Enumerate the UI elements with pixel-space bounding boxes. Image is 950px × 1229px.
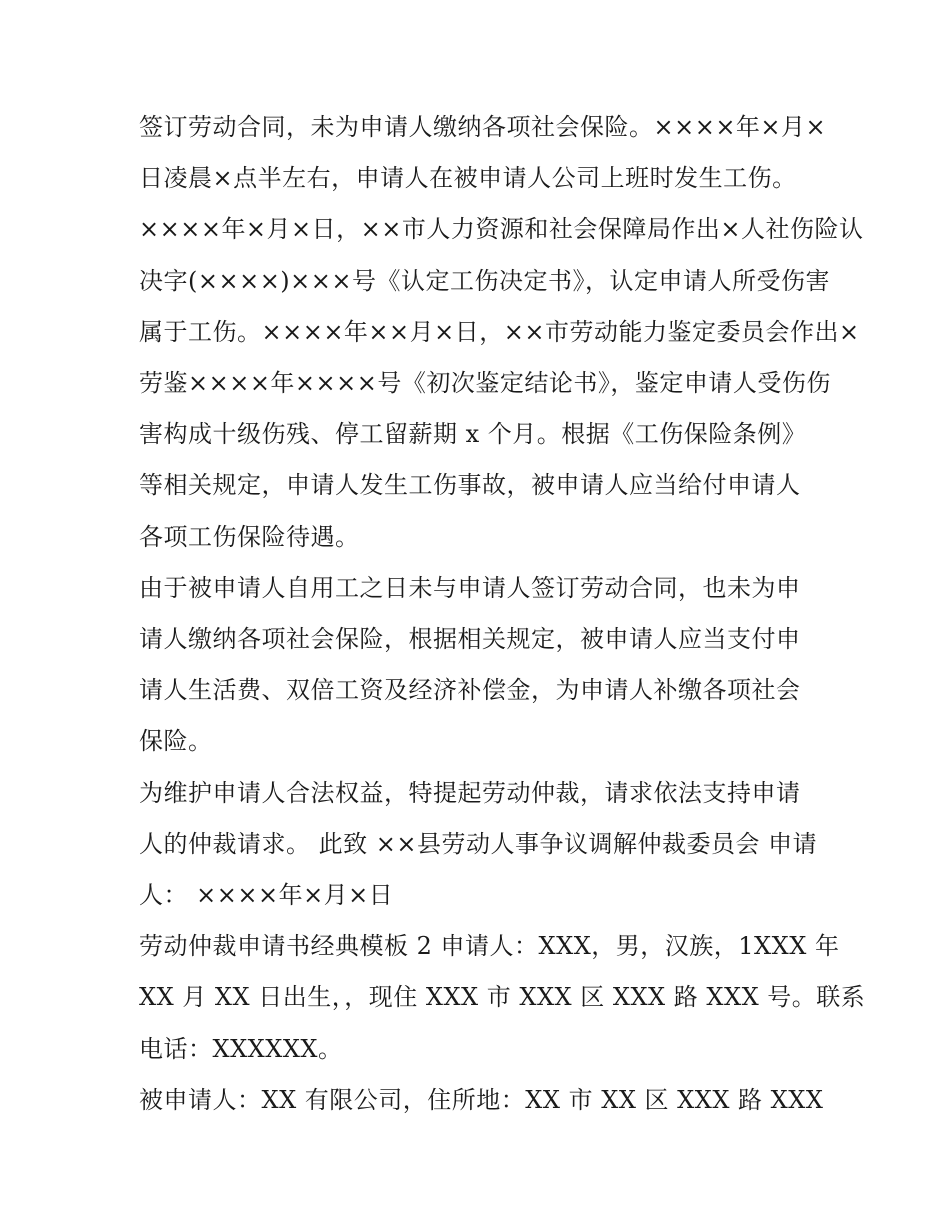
text-line: 害构成十级伤残、停工留薪期 x 个月。根据《工伤保险条例》 bbox=[139, 420, 807, 449]
text-line: 等相关规定，申请人发生工伤事故，被申请人应当给付申请人 bbox=[139, 471, 801, 500]
text-line: 属于工伤。××××年××月×日，××市劳动能力鉴定委员会作出× bbox=[139, 317, 860, 346]
text-line: ××××年×月×日，××市人力资源和社会保障局作出×人社伤险认 bbox=[139, 215, 864, 244]
text-line: 被申请人：XX 有限公司，住所地：XX 市 XX 区 XXX 路 XXX bbox=[139, 1085, 824, 1114]
text-line: 由于被申请人自用工之日未与申请人签订劳动合同，也未为申 bbox=[139, 573, 801, 602]
text-line: 签订劳动合同，未为申请人缴纳各项社会保险。××××年×月× bbox=[139, 113, 827, 141]
text-line: 日凌晨×点半左右，申请人在被申请人公司上班时发生工伤。 bbox=[139, 164, 797, 193]
text-line: 保险。 bbox=[139, 727, 213, 756]
text-line: 各项工伤保险待遇。 bbox=[139, 522, 360, 551]
text-line: 劳动仲裁申请书经典模板 2 申请人：XXX，男，汉族，1XXX 年 bbox=[139, 932, 840, 961]
text-line: 人： ××××年×月×日 bbox=[139, 881, 394, 910]
text-line: 请人缴纳各项社会保险，根据相关规定，被申请人应当支付申 bbox=[139, 625, 801, 654]
text-line: 决字(××××)×××号《认定工伤决定书》，认定申请人所受伤害 bbox=[139, 266, 830, 295]
text-line: 为维护申请人合法权益，特提起劳动仲裁，请求依法支持申请 bbox=[139, 778, 801, 807]
document-body bbox=[139, 102, 866, 1126]
text-line: 劳鉴××××年××××号《初次鉴定结论书》，鉴定申请人受伤伤 bbox=[139, 369, 831, 398]
text-line: 请人生活费、双倍工资及经济补偿金，为申请人补缴各项社会 bbox=[139, 676, 801, 705]
text-line: 电话：XXXXXX。 bbox=[139, 1034, 343, 1063]
text-line: XX 月 XX 日出生，，现住 XXX 市 XXX 区 XXX 路 XXX 号。联系 bbox=[139, 983, 866, 1012]
text-line: 人的仲裁请求。 此致 ××县劳动人事争议调解仲裁委员会 申请 bbox=[139, 829, 818, 858]
